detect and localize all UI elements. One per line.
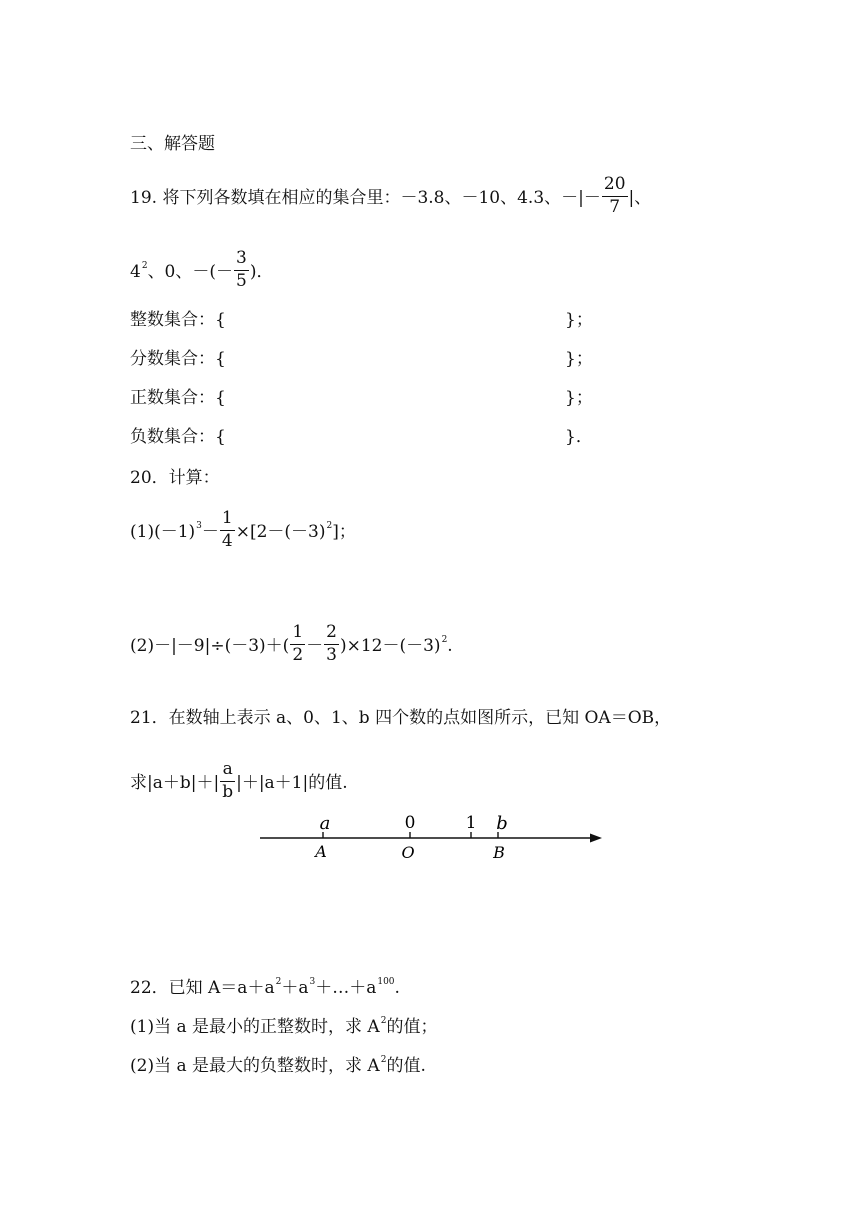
q19-line1 (130, 174, 652, 219)
q20-p1-a: (1)(－1) (130, 521, 196, 542)
q22-part1 (130, 1016, 438, 1037)
q22-p1-a: (1)当 a 是最小的正整数时，求 A (130, 1017, 380, 1037)
q22-p1-exp: 2 (380, 1016, 387, 1026)
q22-statement (130, 977, 400, 998)
q20-p2-f1-num: 1 (290, 624, 305, 645)
q20-p2-fraction2 (324, 624, 339, 665)
q21-line1: 21．在数轴上表示 a、0、1、b 四个数的点如图所示，已知 OA＝OB， (130, 708, 672, 728)
q21-frac-num: a (220, 761, 235, 782)
q19-lead: 19. 将下列各数填在相应的集合里：－3.8、－10、4.3、－|－ (130, 187, 601, 208)
q21-line2-b: |＋|a＋1|的值. (236, 772, 348, 793)
q22-e3: 100 (377, 977, 395, 987)
set-positive-close: }； (565, 388, 593, 408)
set-negative-label: 负数集合：{ (130, 427, 226, 447)
q20-p1-c: ×[2－(－3) (235, 521, 326, 542)
q19-lead-end: |、 (628, 187, 652, 208)
q22-p2-b: 的值. (386, 1056, 426, 1076)
q19-exp: 2 (141, 260, 148, 271)
q19-base: 4 (130, 261, 141, 282)
q20-p2-b: － (306, 635, 324, 656)
q20-p2-d: . (447, 635, 453, 656)
q22-p2-a: (2)当 a 是最大的负整数时，求 A (130, 1056, 380, 1076)
q20-p1-exp2: 2 (326, 520, 333, 531)
axis-label-1: 1 (465, 813, 477, 833)
set-negative-close: }． (565, 427, 593, 447)
set-negative (130, 429, 610, 446)
set-integer-close: }； (565, 310, 593, 330)
q20-p2-f1-den: 2 (292, 644, 304, 665)
q20-p2-a: (2)－|－9|÷(－3)＋( (130, 635, 290, 656)
q22-e1: 2 (275, 977, 282, 987)
axis-label-b: b (496, 813, 508, 834)
axis-label-0: 0 (404, 813, 416, 833)
q22-c: ＋…＋a (315, 978, 377, 998)
q20-p2-fraction1 (290, 624, 305, 665)
set-integer-label: 整数集合：{ (130, 310, 226, 330)
q19-line2-end: )． (249, 261, 274, 282)
q20-p2-f2-den: 3 (326, 644, 337, 665)
number-line-arrow (590, 834, 602, 843)
q22-part2 (130, 1055, 426, 1076)
q20-p1-b: － (201, 521, 219, 542)
q20-p1-exp1: 3 (196, 520, 202, 531)
q21-frac-den: b (222, 781, 234, 802)
point-label-B: B (493, 843, 505, 862)
set-fraction-label: 分数集合：{ (130, 349, 226, 369)
q19-fraction (602, 176, 628, 217)
q21-fraction (220, 761, 235, 802)
q20-p1-frac-den: 4 (221, 530, 233, 551)
q22-a: 22．已知 A＝a＋a (130, 978, 275, 998)
q20-title: 20．计算： (130, 468, 220, 488)
q20-part2 (130, 622, 453, 667)
set-fraction-close: }； (565, 349, 593, 369)
q20-part1 (130, 508, 356, 553)
q19-line2 (130, 248, 274, 293)
number-line-diagram (250, 808, 610, 864)
q22-p1-b: 的值； (386, 1017, 438, 1037)
q19-frac-den: 7 (609, 196, 621, 217)
q21-line2-a: 求|a＋b|＋| (130, 772, 220, 793)
q20-p2-c: )×12－(－3) (339, 635, 441, 656)
q22-p2-exp: 2 (380, 1055, 387, 1065)
q20-p1-d: ]； (332, 521, 356, 542)
q22-e2: 3 (309, 977, 316, 987)
point-label-O: O (401, 843, 415, 862)
q20-p2-exp: 2 (441, 634, 448, 645)
q19-frac-num: 20 (602, 176, 628, 197)
q22-b: ＋a (281, 978, 309, 998)
point-label-A: A (315, 842, 327, 861)
set-integer (130, 312, 610, 329)
q19-mid: 、0、－(－ (147, 261, 234, 282)
section-title: 三、解答题 (130, 134, 215, 154)
q20-p2-f2-num: 2 (324, 624, 339, 645)
q19-frac2-den: 5 (236, 270, 247, 291)
q20-p1-fraction (220, 510, 235, 551)
q19-fraction2 (234, 250, 249, 291)
set-positive-label: 正数集合：{ (130, 388, 226, 408)
set-positive (130, 390, 610, 407)
set-fraction (130, 351, 610, 368)
q20-p1-frac-num: 1 (220, 510, 235, 531)
axis-label-a: a (319, 813, 331, 834)
q22-d: . (394, 978, 400, 998)
q19-frac2-num: 3 (234, 250, 249, 271)
q21-line2 (130, 759, 348, 804)
